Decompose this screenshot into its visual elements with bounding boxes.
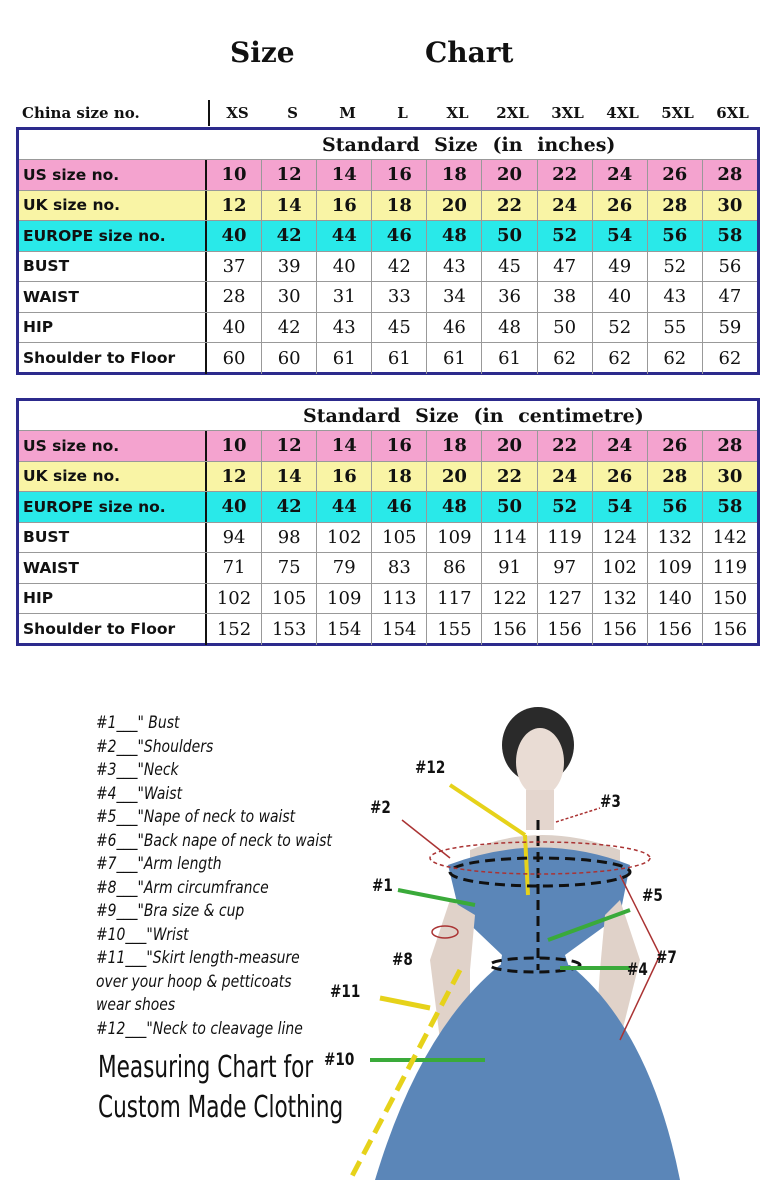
table-cell: 37 — [207, 252, 262, 282]
table-cell: 98 — [262, 523, 317, 553]
caption-line: Custom Made Clothing — [98, 1090, 344, 1125]
row-label: Shoulder to Floor — [19, 343, 207, 374]
table-cell: 102 — [317, 523, 372, 553]
neck-to-cleavage-line — [450, 785, 525, 835]
table-row — [19, 492, 757, 523]
table-cell: 142 — [712, 526, 748, 548]
table-row — [19, 282, 757, 313]
table-cell: 26 — [648, 160, 703, 190]
table-cell: 109 — [648, 553, 703, 583]
china-size: S — [287, 104, 298, 122]
table-cell: 140 — [648, 584, 703, 614]
legend-item: #6___"Back nape of neck to waist — [96, 830, 332, 851]
table-cell: 48 — [482, 313, 537, 343]
legend-item: #8___"Arm circumfrance — [96, 877, 269, 898]
table-corner — [19, 130, 207, 159]
table-cell: 50 — [482, 492, 537, 522]
table-cell: 40 — [207, 221, 262, 251]
table-cell: 34 — [427, 282, 482, 312]
table-row — [19, 313, 757, 344]
row-cells — [207, 462, 757, 492]
table-cell: 38 — [538, 282, 593, 312]
table-row — [19, 553, 757, 584]
table-cell: 16 — [372, 431, 427, 461]
table-cell: 18 — [372, 191, 427, 221]
table-row — [19, 191, 757, 222]
table-cell: 20 — [427, 462, 482, 492]
table-cell: 22 — [538, 160, 593, 190]
table-cell: 46 — [372, 492, 427, 522]
figure-label: #11 — [330, 982, 361, 1002]
row-cells — [207, 584, 757, 614]
table-cell: 12 — [207, 462, 262, 492]
table-cell: 24 — [593, 431, 648, 461]
size-table-inches — [16, 127, 760, 375]
table-cell: 97 — [538, 553, 593, 583]
legend-item: #10___"Wrist — [96, 924, 189, 945]
table-cell: 10 — [207, 160, 262, 190]
table-cell: 156 — [482, 614, 537, 645]
table-cell: 31 — [317, 282, 372, 312]
table-cell: 79 — [317, 553, 372, 583]
table-cell: 55 — [648, 313, 703, 343]
table-cell: 28 — [207, 282, 262, 312]
figure-label: #1 — [372, 876, 393, 896]
table-cell: 46 — [427, 313, 482, 343]
table-cell: 42 — [262, 313, 317, 343]
table-cell: 156 — [538, 614, 593, 645]
table-cell: 86 — [427, 553, 482, 583]
table-cell: 122 — [482, 584, 537, 614]
table-row — [19, 221, 757, 252]
china-size-list — [210, 104, 760, 122]
skirt-shape — [375, 965, 680, 1180]
table-cell: 43 — [648, 282, 703, 312]
table-header: Standard Size (in inches) — [322, 133, 616, 156]
table-cell: 42 — [372, 252, 427, 282]
table-cell: 14 — [262, 462, 317, 492]
table-cell: 47 — [718, 286, 742, 308]
table-cell: 30 — [703, 191, 757, 221]
row-cells — [207, 282, 757, 312]
table-cell: 24 — [538, 462, 593, 492]
legend-item: #5___"Nape of neck to waist — [96, 807, 296, 827]
table-cell: 62 — [538, 343, 593, 374]
table-cell: 62 — [593, 343, 648, 374]
table-cell: 22 — [482, 191, 537, 221]
table-cell: 46 — [372, 221, 427, 251]
title-word-chart: Chart — [425, 36, 514, 69]
title-word-size: Size — [230, 36, 295, 69]
table-cell: 52 — [593, 313, 648, 343]
legend-item: over your hoop & petticoats — [96, 971, 292, 992]
row-cells — [207, 221, 757, 251]
table-row — [19, 252, 757, 283]
table-row — [19, 584, 757, 615]
legend-item: #2___"Shoulders — [96, 736, 214, 757]
table-cell: 71 — [207, 553, 262, 583]
table-cell: 50 — [538, 313, 593, 343]
table-cell: 119 — [712, 557, 748, 579]
table-cell: 91 — [482, 553, 537, 583]
table-cell: 105 — [262, 584, 317, 614]
table-cell: 30 — [703, 462, 757, 492]
row-label: EUROPE size no. — [19, 221, 207, 251]
row-label: HIP — [19, 313, 207, 343]
figure-label: #3 — [600, 792, 621, 812]
table-cell: 62 — [648, 343, 703, 374]
row-label: UK size no. — [19, 462, 207, 492]
figure-label: #10 — [324, 1050, 355, 1070]
table-cell: 114 — [482, 523, 537, 553]
row-cells — [207, 523, 757, 553]
table-cell: 124 — [593, 523, 648, 553]
china-size: 2XL — [496, 104, 529, 122]
table-cell: 16 — [317, 191, 372, 221]
table-cell: 132 — [648, 523, 703, 553]
table-cell: 28 — [703, 431, 757, 461]
table-row — [19, 431, 757, 462]
row-label: US size no. — [19, 160, 207, 190]
table-cell: 52 — [538, 221, 593, 251]
table-header: Standard Size (in centimetre) — [303, 404, 644, 427]
table-cell: 49 — [593, 252, 648, 282]
table-cell: 12 — [262, 160, 317, 190]
table-cell: 26 — [593, 191, 648, 221]
table-cell: 45 — [372, 313, 427, 343]
table-cell: 20 — [482, 160, 537, 190]
table-cell: 45 — [482, 252, 537, 282]
row-cells — [207, 614, 757, 645]
table-cell: 54 — [593, 492, 648, 522]
row-cells — [207, 492, 757, 522]
table-cell: 40 — [317, 252, 372, 282]
row-cells — [207, 191, 757, 221]
row-cells — [207, 553, 757, 583]
table-cell: 58 — [703, 492, 757, 522]
table-cell: 40 — [593, 282, 648, 312]
table-cell: 30 — [262, 282, 317, 312]
table-cell: 59 — [718, 316, 742, 338]
shoulder-pointer — [402, 820, 450, 858]
table-cell: 152 — [207, 614, 262, 645]
table-cell: 156 — [712, 618, 748, 640]
table-cell: 14 — [317, 431, 372, 461]
figure-label: #7 — [656, 948, 677, 968]
table-cell: 155 — [427, 614, 482, 645]
dress-figure-drawing — [320, 700, 740, 1190]
legend-item: wear shoes — [96, 995, 176, 1015]
table-cell: 40 — [207, 313, 262, 343]
china-size: L — [397, 104, 408, 122]
table-cell: 154 — [372, 614, 427, 645]
row-cells — [207, 252, 757, 282]
table-cell: 54 — [593, 221, 648, 251]
table-cell: 105 — [372, 523, 427, 553]
table-cell: 153 — [262, 614, 317, 645]
row-cells — [207, 343, 757, 374]
table-cell: 14 — [317, 160, 372, 190]
measurement-legend — [96, 712, 342, 1041]
china-size: 5XL — [661, 104, 694, 122]
legend-item: #1___" Bust — [96, 713, 180, 733]
china-size: 3XL — [551, 104, 584, 122]
china-size: 4XL — [606, 104, 639, 122]
table-row — [19, 462, 757, 493]
table-row — [19, 343, 757, 374]
row-cells — [207, 160, 757, 190]
table-cell: 36 — [482, 282, 537, 312]
table-cell: 60 — [262, 343, 317, 374]
table-cell: 22 — [538, 431, 593, 461]
table-cell: 22 — [482, 462, 537, 492]
table-cell: 127 — [538, 584, 593, 614]
table-cell: 75 — [262, 553, 317, 583]
china-size: XS — [226, 104, 249, 122]
figure-label: #8 — [392, 950, 413, 970]
row-label: HIP — [19, 584, 207, 614]
table-cell: 102 — [207, 584, 262, 614]
table-cell: 156 — [593, 614, 648, 645]
table-cell: 28 — [648, 462, 703, 492]
table-cell: 26 — [648, 431, 703, 461]
table-header-row — [19, 401, 757, 431]
table-cell: 48 — [427, 221, 482, 251]
table-cell: 24 — [593, 160, 648, 190]
caption-line: Measuring Chart for — [98, 1050, 314, 1085]
legend-item: #12___"Neck to cleavage line — [96, 1018, 303, 1039]
table-cell: 12 — [207, 191, 262, 221]
table-cell: 42 — [262, 221, 317, 251]
table-cell: 48 — [427, 492, 482, 522]
face-shape — [516, 728, 564, 796]
table-cell: 113 — [372, 584, 427, 614]
table-cell: 52 — [648, 252, 703, 282]
table-cell: 44 — [317, 492, 372, 522]
table-cell: 109 — [427, 523, 482, 553]
table-cell: 154 — [317, 614, 372, 645]
table-cell: 150 — [712, 587, 748, 609]
table-cell: 16 — [372, 160, 427, 190]
table-row — [19, 523, 757, 554]
table-cell: 56 — [648, 221, 703, 251]
table-cell: 61 — [372, 343, 427, 374]
table-cell: 43 — [427, 252, 482, 282]
table-cell: 39 — [262, 252, 317, 282]
neck-shape — [526, 790, 554, 830]
table-cell: 47 — [538, 252, 593, 282]
china-size-row — [18, 100, 760, 126]
table-cell: 28 — [648, 191, 703, 221]
table-cell: 119 — [538, 523, 593, 553]
table-cell: 50 — [482, 221, 537, 251]
china-size: XL — [446, 104, 469, 122]
figure-label: #2 — [370, 798, 391, 818]
row-label: US size no. — [19, 431, 207, 461]
table-cell: 26 — [593, 462, 648, 492]
table-cell: 18 — [372, 462, 427, 492]
table-cell: 62 — [718, 347, 742, 369]
neck-pointer — [556, 808, 600, 822]
table-cell: 28 — [703, 160, 757, 190]
table-cell: 16 — [317, 462, 372, 492]
page-title — [0, 36, 770, 76]
table-corner — [19, 401, 207, 430]
table-cell: 61 — [482, 343, 537, 374]
row-label: UK size no. — [19, 191, 207, 221]
china-size: M — [339, 104, 356, 122]
table-cell: 94 — [207, 523, 262, 553]
table-cell: 56 — [648, 492, 703, 522]
table-cell: 43 — [317, 313, 372, 343]
table-cell: 10 — [207, 431, 262, 461]
table-cell: 56 — [718, 255, 742, 277]
table-cell: 24 — [538, 191, 593, 221]
figure-label: #5 — [642, 886, 663, 906]
table-row — [19, 614, 757, 645]
table-cell: 20 — [482, 431, 537, 461]
row-label: BUST — [19, 523, 207, 553]
table-cell: 117 — [427, 584, 482, 614]
table-cell: 18 — [427, 160, 482, 190]
table-cell: 20 — [427, 191, 482, 221]
figure-label: #12 — [415, 758, 446, 778]
table-cell: 14 — [262, 191, 317, 221]
table-cell: 109 — [317, 584, 372, 614]
table-cell: 83 — [372, 553, 427, 583]
table-cell: 58 — [703, 221, 757, 251]
table-header-row — [19, 130, 757, 160]
size-table-centimetre — [16, 398, 760, 646]
table-cell: 61 — [427, 343, 482, 374]
row-label: BUST — [19, 252, 207, 282]
table-cell: 44 — [317, 221, 372, 251]
legend-item: #11___"Skirt length-measure — [96, 948, 300, 968]
china-size-label: China size no. — [22, 104, 140, 122]
table-cell: 102 — [593, 553, 648, 583]
table-cell: 40 — [207, 492, 262, 522]
row-label: WAIST — [19, 282, 207, 312]
row-cells — [207, 313, 757, 343]
table-cell: 42 — [262, 492, 317, 522]
table-cell: 33 — [372, 282, 427, 312]
row-label: Shoulder to Floor — [19, 614, 207, 645]
legend-item: #4___"Waist — [96, 783, 183, 804]
measuring-caption — [98, 1048, 343, 1128]
legend-item: #9___"Bra size & cup — [96, 901, 245, 921]
table-cell: 156 — [648, 614, 703, 645]
china-size: 6XL — [716, 104, 749, 122]
table-cell: 61 — [317, 343, 372, 374]
table-cell: 60 — [207, 343, 262, 374]
table-cell: 12 — [262, 431, 317, 461]
table-cell: 18 — [427, 431, 482, 461]
figure-label: #4 — [627, 960, 648, 980]
table-cell: 132 — [593, 584, 648, 614]
table-row — [19, 160, 757, 191]
dress-figure-illustration — [320, 700, 740, 1190]
legend-item: #3___"Neck — [96, 760, 179, 780]
legend-item: #7___"Arm length — [96, 854, 222, 874]
skirt-pointer — [380, 998, 430, 1008]
row-cells — [207, 431, 757, 461]
row-label: WAIST — [19, 553, 207, 583]
row-label: EUROPE size no. — [19, 492, 207, 522]
table-cell: 52 — [538, 492, 593, 522]
